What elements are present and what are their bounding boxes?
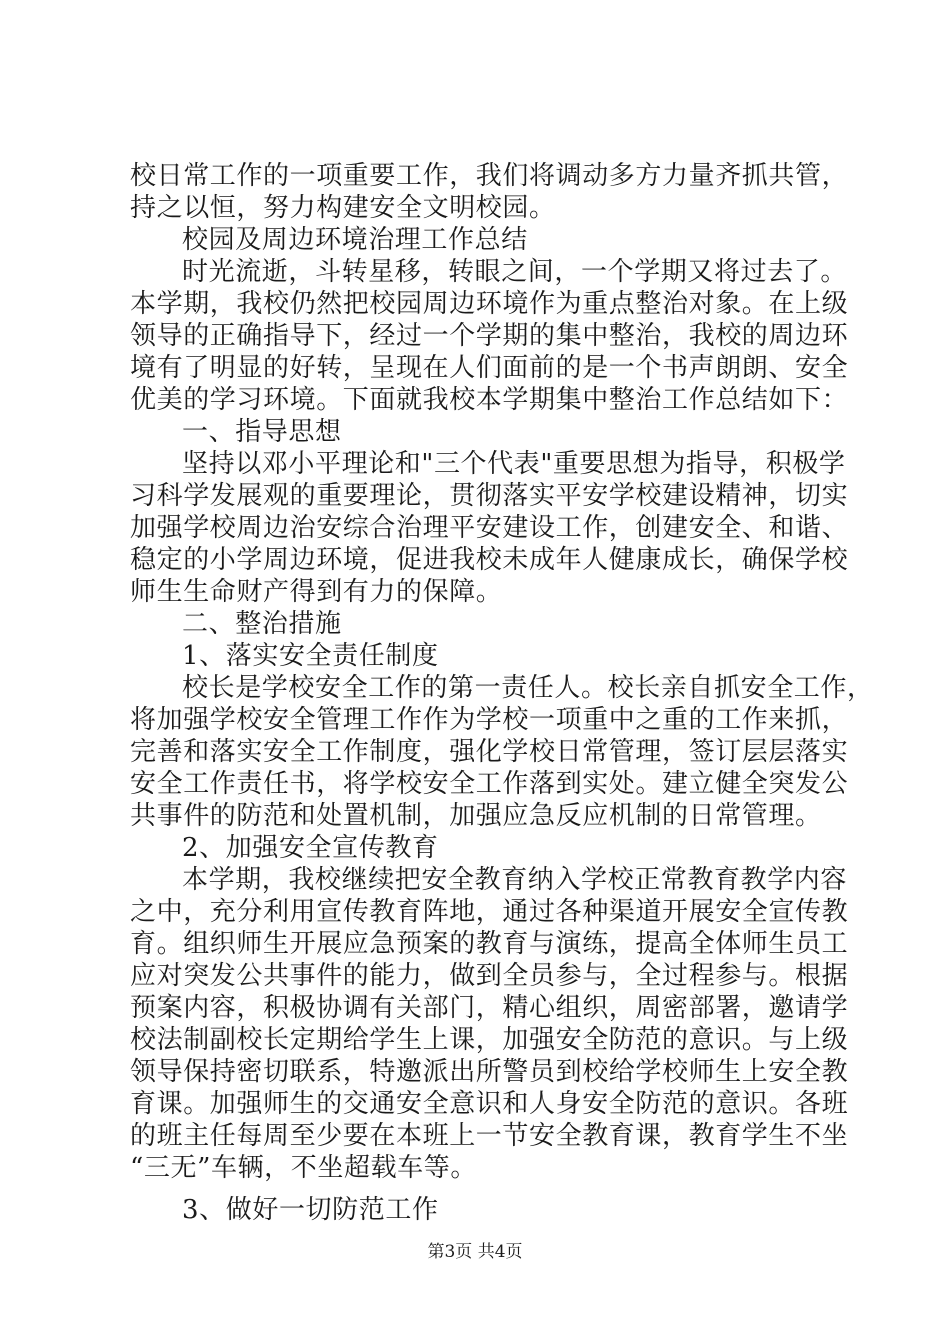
text-line: 一、指导思想 (182, 417, 342, 447)
text-line: 育。组织师生开展应急预案的教育与演练，提高全体师生员工 (130, 929, 849, 959)
text-line: 应对突发公共事件的能力，做到全员参与，全过程参与。根据 (130, 961, 849, 991)
text-line: 优美的学习环境。下面就我校本学期集中整治工作总结如下： (130, 385, 849, 415)
text-line: 领导的正确指导下，经过一个学期的集中整治，我校的周边环 (130, 321, 849, 351)
text-line: 时光流逝，斗转星移，转眼之间，一个学期又将过去了。 (182, 257, 848, 287)
text-line: 加强学校周边治安综合治理平安建设工作，创建安全、和谐、 (130, 513, 849, 543)
text-line: 本学期，我校继续把安全教育纳入学校正常教育教学内容 (182, 865, 848, 895)
text-line: 3、做好一切防范工作 (182, 1195, 439, 1225)
text-line: 境有了明显的好转，呈现在人们面前的是一个书声朗朗、安全 (130, 353, 849, 383)
text-line: 安全工作责任书，将学校安全工作落到实处。建立健全突发公 (130, 769, 849, 799)
text-line: 领导保持密切联系，特邀派出所警员到校给学校师生上安全教 (130, 1057, 849, 1087)
text-line: 师生生命财产得到有力的保障。 (130, 577, 503, 607)
text-line: 校日常工作的一项重要工作，我们将调动多方力量齐抓共管， (130, 161, 849, 191)
text-line: 2、加强安全宣传教育 (182, 833, 439, 863)
text-line: 预案内容，积极协调有关部门，精心组织，周密部署，邀请学 (130, 993, 849, 1023)
text-line: 将加强学校安全管理工作作为学校一项重中之重的工作来抓， (130, 705, 849, 735)
text-line: 的班主任每周至少要在本班上一节安全教育课，教育学生不坐 (130, 1121, 849, 1151)
page-footer: 第3页 共4页 (427, 1242, 523, 1262)
text-line: 二、整治措施 (182, 609, 342, 639)
text-line: 习科学发展观的重要理论，贯彻落实平安学校建设精神，切实 (130, 481, 849, 511)
text-line: 稳定的小学周边环境，促进我校未成年人健康成长，确保学校 (130, 545, 849, 575)
text-line: 完善和落实安全工作制度，强化学校日常管理，签订层层落实 (130, 737, 849, 767)
text-line: 1、落实安全责任制度 (182, 641, 439, 671)
text-line: 校法制副校长定期给学生上课，加强安全防范的意识。与上级 (130, 1025, 849, 1055)
text-line: 本学期，我校仍然把校园周边环境作为重点整治对象。在上级 (130, 289, 849, 319)
text-line: 共事件的防范和处置机制，加强应急反应机制的日常管理。 (130, 801, 822, 831)
text-line: 校园及周边环境治理工作总结 (182, 225, 528, 255)
text-line: 坚持以邓小平理论和"三个代表"重要思想为指导，积极学 (182, 449, 846, 479)
text-line: 之中，充分利用宣传教育阵地，通过各种渠道开展安全宣传教 (130, 897, 849, 927)
text-line: “三无”车辆，不坐超载车等。 (130, 1153, 477, 1183)
document-body (130, 160, 874, 1226)
text-line: 持之以恒，努力构建安全文明校园。 (130, 193, 556, 223)
text-line: 育课。加强师生的交通安全意识和人身安全防范的意识。各班 (130, 1089, 849, 1119)
text-line: 校长是学校安全工作的第一责任人。校长亲自抓安全工作， (182, 673, 874, 703)
